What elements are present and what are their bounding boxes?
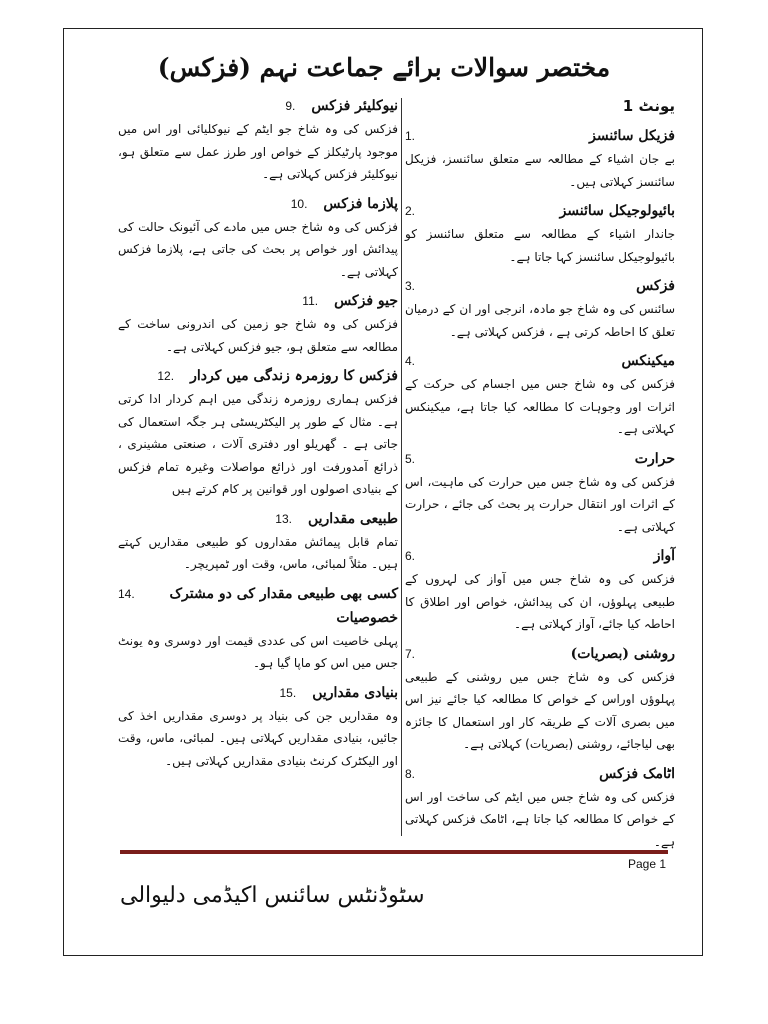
question-answer: تمام قابل پیمائش مقداروں کو طبیعی مقداریں کہتے ہیں۔ مثلاً لمبائی، ماس، وقت اور ٹمپریچر۔ [118,534,398,571]
question-heading-row [405,124,675,148]
question-answer: پہلی خاصیت اس کی عددی قیمت اور دوسری وہ یونٹ جس میں اس کو ماپا گیا ہو۔ [118,633,398,670]
question-item [405,762,675,854]
question-number: 6. [405,549,416,563]
question-number: 8. [405,766,416,781]
question-heading-row [118,681,398,705]
question-heading: طبیعی مقداریں [307,510,398,527]
question-item [405,199,675,268]
column-divider [401,98,402,836]
question-heading-row [405,274,675,298]
question-number: 15. [279,685,297,700]
question-answer: فزکس کی وہ شاخ جو زمین کی اندرونی ساخت کے مطالعہ سے متعلق ہو، جیو فزکس کہلاتی ہے۔ [118,317,398,354]
question-item [118,507,398,576]
question-answer: فزکس کی وہ شاخ جس میں اجسام کی حرکت کے اثرات اور وجوہات کا مطالعہ کیا جاتا ہے، میکینکس کہلاتی ہے۔ [405,377,675,436]
question-number: 12. [157,369,175,383]
question-item [405,349,675,441]
footer-rule [120,850,668,854]
question-number: 1. [405,129,416,143]
question-item [118,192,398,284]
question-answer: وہ مقداریں جن کی بنیاد پر دوسری مقداریں اخذ کی جائیں، بنیادی مقداریں کہلاتی ہیں۔ لمبائی، ماس، وقت اور الیکٹرک کرنٹ بنیادی مقداریں کہلاتی ہیں۔ [118,708,398,768]
question-heading: بنیادی مقداریں [312,684,398,701]
document-title: مختصر سوالات برائے جماعت نہم (فزکس) [157,53,611,82]
question-answer: فزکس کی وہ شاخ جو ایٹم کے نیوکلیائی اور اس میں موجود پارٹیکلز کے خواص اور طرز عمل سے متعلق ہو، نیوکلیئر فزکس کہلاتی ہے۔ [118,122,398,181]
question-heading: اٹامک فزکس [599,765,675,782]
question-heading: حرارت [634,450,675,467]
right-column [405,94,675,859]
question-heading: روشنی (بصریات) [570,645,675,662]
question-heading: بائیولوجیکل سائنسز [559,203,675,219]
page-number: Page 1 [628,857,667,871]
question-heading-row [405,199,675,223]
question-item [118,289,398,358]
academy-name: سٹوڈنٹس سائنس اکیڈمی دلیوالی [120,883,425,908]
question-number: 5. [405,451,416,466]
question-number: 13. [275,511,292,526]
question-heading-row [118,192,398,216]
question-heading: آواز [653,548,675,564]
question-heading-row [118,94,398,118]
question-item [118,582,398,675]
question-answer: فزکس کی وہ شاخ جس میں حرارت کی ماہیت، اس کے اثرات اور انتقال حرارت پر بحث کی جائے ، حرارت کہلاتی ہے۔ [405,474,675,534]
question-heading: نیوکلیئر فزکس [311,98,398,114]
question-heading-row [118,507,398,531]
question-heading-row [118,582,398,630]
question-answer: فزکس کی وہ شاخ جس میں روشنی کے طبیعی پہلوؤں اوراس کے خواص کا مطالعہ کیا جائے نیز اس میں بصری آلات کے طریقہ کار اور استعمال کا جائزہ بھی لیاجائے، روشنی (بصریات) کہلاتی ہے۔ [405,669,675,751]
question-answer: فزکس کی وہ شاخ جس میں آواز کی لہروں کے طبیعی پہلوؤں، ان کی پیدائش، خواص اور اطلاق کا احاطہ کیا جائے، آواز کہلاتی ہے۔ [405,572,675,631]
question-heading: فزکس [636,278,675,294]
question-heading-row [118,289,398,313]
question-heading: میکینکس [621,353,675,369]
question-item [118,94,398,186]
question-heading: فزکس کا روزمرہ زندگی میں کردار [190,368,398,384]
question-number: 9. [285,99,296,113]
question-heading-row [405,642,675,666]
question-answer: جاندار اشیاء کے مطالعہ سے متعلق سائنسز کو بائیولوجیکل سائنسز کہا جاتا ہے۔ [405,227,675,264]
left-column [118,94,398,778]
question-number: 7. [405,646,416,661]
question-heading-row [118,364,398,388]
question-number: 11. [302,294,319,308]
question-number: 2. [405,204,416,218]
question-heading-row [405,762,675,786]
question-item [118,681,398,773]
unit-heading: یونٹ 1 [622,97,675,115]
question-answer: فزکس کی وہ شاخ جس میں مادے کی آئیونک حالت کی پیدائش اور خواص پر بحث کی جاتی ہے، پلازما فزکس کہلاتی ہے۔ [118,219,398,279]
question-number: 4. [405,354,416,368]
question-heading: فزیکل سائنسز [589,128,675,144]
question-item [405,642,675,756]
question-heading: جیو فزکس [334,293,398,309]
question-heading: پلازما فزکس [323,195,398,212]
question-heading: کسی بھی طبیعی مقدار کی دو مشترک خصوصیات [169,585,398,626]
question-heading-row [405,349,675,373]
question-answer: فزکس ہماری روزمرہ زندگی میں اہم کردار ادا کرتی ہے۔ مثال کے طور پر الیکٹریسٹی ہر جگہ استعمال کی جاتی ہے ۔ گھریلو اور دفتری آلات ، صنعتی مشینری ، ذرائع آمدورفت اور ذرائع مواصلات وغیرہ تمام فزکس کے بنیادی اصولوں اور قوانین پر کام کرتے ہیں [118,392,398,496]
question-item [405,544,675,636]
question-number: 14. [118,586,135,601]
question-heading-row [405,544,675,568]
question-answer: بے جان اشیاء کے مطالعہ سے متعلق سائنسز، فزیکل سائنسز کہلاتی ہیں۔ [405,152,675,189]
question-answer: سائنس کی وہ شاخ جو مادہ، انرجی اور ان کے درمیان تعلق کا احاطہ کرتی ہے ، فزکس کہلاتی ہے۔ [405,302,675,339]
question-answer: فزکس کی وہ شاخ جس میں ایٹم کی ساخت اور اس کے خواص کا مطالعہ کیا جاتا ہے، اٹامک فزکس کہلاتی ہے۔ [405,789,675,849]
question-item [405,274,675,343]
question-number: 3. [405,279,416,293]
question-item [405,124,675,193]
question-item [118,364,398,501]
question-item [405,447,675,539]
question-heading-row [405,447,675,471]
question-number: 10. [290,196,308,211]
